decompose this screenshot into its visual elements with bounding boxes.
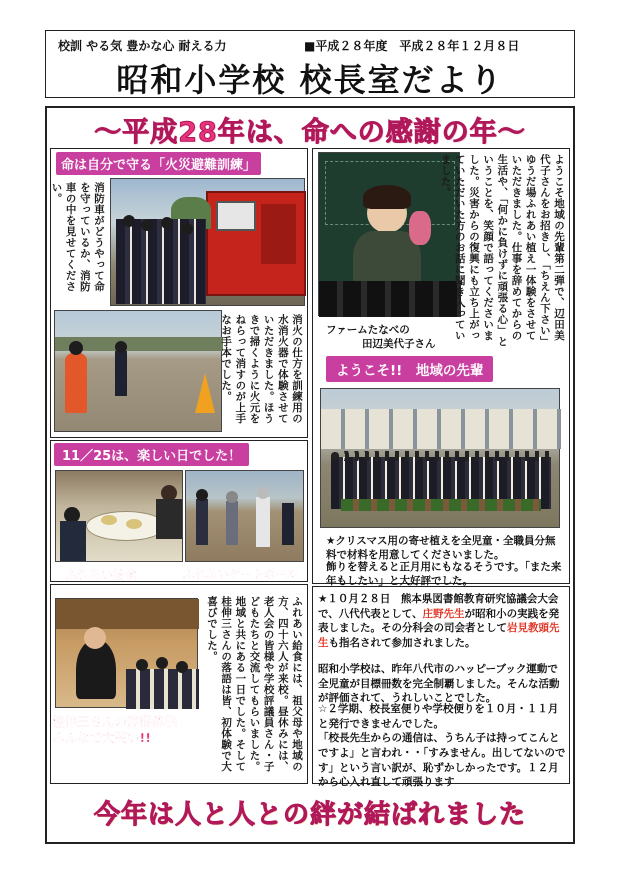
rakugo-photo <box>55 598 198 708</box>
gateball-photo <box>185 470 304 562</box>
fire-text-1: 消防車がどうやって命を守っているか、消防車の中を見せてください。 <box>50 182 105 292</box>
news-p1-a: ★１０月２８日 熊本県図書館教育研究協議会大会で、八代代表として、 <box>318 593 559 620</box>
bottom-banner: 今年は人と人との絆が結ばれました <box>93 800 526 830</box>
gateball-caption: ふれあいゲートボール <box>183 567 298 581</box>
news-p1-red1: 庄野先生 <box>422 607 465 620</box>
day-heading: 11／25は、楽しい日でした！ <box>54 443 249 466</box>
page-title: 昭和小学校 校長室だより <box>116 61 504 99</box>
top-banner: ～平成28年は、命への感謝の年～ <box>94 117 526 148</box>
rakugo-caption-2: みんなで大笑い!! <box>52 730 151 745</box>
lunch-caption: ふれあい給食 <box>65 568 138 582</box>
xmas-text-1: ★クリスマス用の寄せ植えを全児童・全職員分無料で材料を用意してくださいました。 <box>326 535 556 562</box>
school-motto: 校訓 やる気 豊かな心 耐える力 <box>58 39 227 53</box>
news-p3-a: ☆２学期、校長室便りや学校便りを１０月・１１月と発行できませんでした。 <box>318 703 559 730</box>
fire-truck-photo <box>110 178 305 306</box>
news-p1-c: も指名されて参加されました。 <box>328 637 476 650</box>
extinguisher-photo <box>54 310 222 432</box>
senior-caption-2: 田辺美代子さん <box>362 338 436 350</box>
group-photo <box>320 388 560 528</box>
rakugo-caption-1: 桂伸三さんの落語体験 <box>52 714 178 729</box>
fire-text-2: 消火の仕方を訓練用の水消火器で体験させていただきました。ほうきで掃くように火元をねらって消すのが上手なお手本でした。 <box>220 314 303 424</box>
news-paragraph-1 <box>318 592 566 651</box>
news-p1-red2: 岩見教頭先生 <box>318 622 560 650</box>
news-paragraph-2: 昭和小学校は、昨年八代市のハッピーブック運動で全児童が目標冊数を完全制覇しました。そんな活動が評価されて、うれしいことでした。 <box>318 663 560 705</box>
issue-date: ■平成２８年度 平成２８年１２月８日 <box>304 39 520 53</box>
xmas-text-2: 飾りを替えると正月用にもなるそうです。「また来年もしたい」と大好評でした。 <box>326 561 562 588</box>
header-box <box>45 30 575 98</box>
lunch-photo <box>55 470 183 562</box>
news-paragraph-3 <box>318 702 566 790</box>
news-p3-b: 「校長先生からの通信は、うちん子は持ってこんとですよ」と言われ・・「すみません。出してないのです」という言い訳が、恥ずかしかったです。１２月から心入れ直して頑張ります <box>318 732 566 789</box>
senior-heading: ようこそ!! 地域の先輩 <box>326 356 493 382</box>
senior-text: ようこそ地域の先輩第二弾で、辺田美代子さんをお招きし、「ちえん下さい」ゆうだ場ふれあい植え一体験をさせていただきました。仕事を辞めてからの生活や、「何かに負けずに頑張る心」ということを、笑顔で語ってくださいました。災害からの復興にも立ち上がっていただいた方のお話に聞き入っていました。 <box>439 154 565 347</box>
news-p1-b: が昭和小の実践を発表しました。その分科会の司会者として <box>318 607 560 635</box>
senior-caption-1: ファームたなべの <box>326 324 410 336</box>
fire-drill-heading: 命は自分で守る「火災避難訓練」 <box>56 152 261 175</box>
day-text: ふれあい給食には、祖父母や地域の方、四十六人が来校。昼休みには、老人会の皆様や学校評議員さん・子どもたちと交流してもらいました。地域と共にある一日でした。そして桂伸三さんの落語は皆、初体験で大喜びでした。 <box>205 596 303 772</box>
